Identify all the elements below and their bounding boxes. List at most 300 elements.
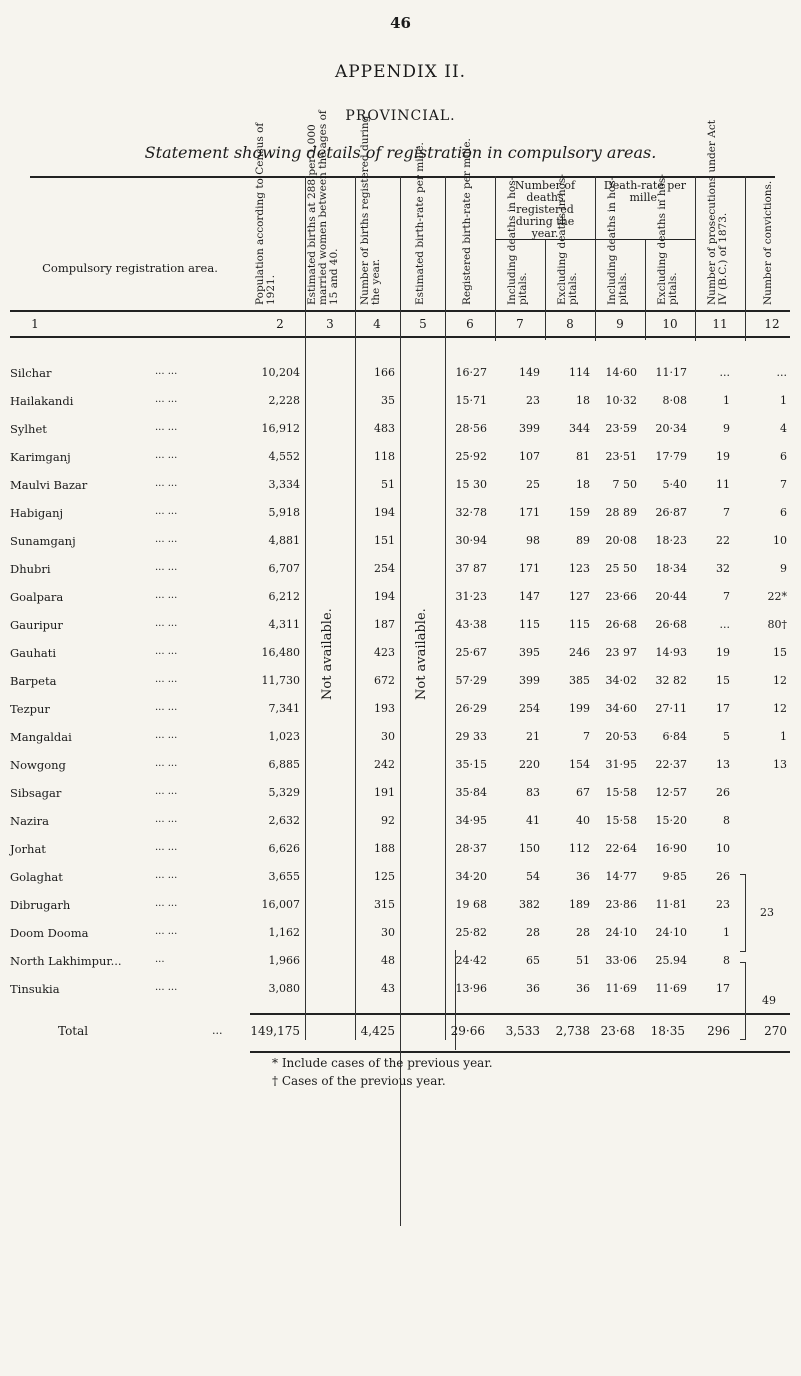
reg-rate-cell: 29 33 (455, 730, 487, 743)
dr-incl-cell: 20·53 (605, 730, 637, 743)
incl-deaths-cell: 23 (526, 394, 540, 407)
births-cell: 483 (374, 422, 395, 435)
incl-deaths-cell: 147 (519, 590, 540, 603)
excl-deaths-cell: 36 (576, 982, 590, 995)
dr-incl-cell: 7 50 (612, 478, 637, 491)
births-cell: 193 (374, 702, 395, 715)
births-cell: 191 (374, 786, 395, 799)
header-incl-rate-line2: pitals. (617, 272, 629, 305)
column-number: 11 (712, 317, 728, 331)
dr-incl-cell: 14·60 (605, 366, 637, 379)
dr-excl-cell: 5·40 (662, 478, 687, 491)
births-cell: 242 (374, 758, 395, 771)
dr-excl-cell: 27·11 (655, 702, 687, 715)
dr-excl-cell: 17·79 (655, 450, 687, 463)
dr-incl-cell: 25 50 (605, 562, 637, 575)
excl-deaths-cell: 40 (576, 814, 590, 827)
prosecutions-cell: 13 (716, 758, 730, 771)
header-area: Compulsory registration area. (42, 261, 218, 275)
reg-rate-cell: 19 68 (455, 898, 487, 911)
column-number: 12 (764, 317, 780, 331)
reg-rate-cell: 34·20 (455, 870, 487, 883)
population-cell: 3,334 (268, 478, 300, 491)
dr-incl-cell: 11·69 (605, 982, 637, 995)
prosecutions-cell: 9 (723, 422, 730, 435)
prosecutions-cell: 17 (716, 702, 730, 715)
header-population-line2: 1921. (265, 274, 277, 305)
header-excl-rate-line1: Excluding deaths in hos- (656, 174, 668, 305)
births-cell: 151 (374, 534, 395, 547)
col-divider (355, 176, 356, 341)
births-cell: 118 (374, 450, 395, 463)
header-incl-deaths-line2: pitals. (517, 272, 529, 305)
births-cell: 194 (374, 506, 395, 519)
header-estimated-births-line1: Estimated births at 288 per 1,000 (306, 124, 318, 305)
total-births: 4,425 (360, 1024, 395, 1038)
header-excl-deaths-line1: Excluding deaths in hos- (556, 174, 568, 305)
header-estimated-births (307, 110, 340, 305)
table-row (0, 478, 801, 500)
convictions-cell: 80† (767, 618, 787, 631)
excl-deaths-cell: 189 (569, 898, 590, 911)
total-label: Total (58, 1024, 89, 1038)
column-number: 10 (662, 317, 678, 331)
header-incl-deaths-line1: Including deaths in hos- (506, 176, 518, 305)
leader-dots: ... ... (155, 674, 178, 685)
dr-incl-cell: 23·86 (605, 898, 637, 911)
total-excl-deaths: 2,738 (555, 1024, 590, 1038)
excl-deaths-cell: 81 (576, 450, 590, 463)
leader-dots: ... ... (155, 758, 178, 769)
incl-deaths-cell: 254 (519, 702, 540, 715)
dr-excl-cell: 9·85 (662, 870, 687, 883)
births-cell: 166 (374, 366, 395, 379)
convictions-cell: 9 (780, 562, 787, 575)
col-divider (745, 176, 746, 341)
dr-incl-cell: 20·08 (605, 534, 637, 547)
table-row (0, 702, 801, 724)
table-row (0, 730, 801, 752)
table-row (0, 870, 801, 892)
header-excl-deaths (557, 174, 579, 305)
convictions-cell: 7 (780, 478, 787, 491)
area-name: Nazira (10, 814, 50, 828)
area-name: North Lakhimpur... (10, 954, 122, 968)
area-name: Sibsagar (10, 786, 62, 800)
excl-deaths-cell: 123 (569, 562, 590, 575)
dr-excl-cell: 25.94 (655, 954, 687, 967)
header-births-registered-line2: the year. (370, 258, 382, 305)
population-cell: 2,632 (268, 814, 300, 827)
dr-excl-cell: 16·90 (655, 842, 687, 855)
excl-deaths-cell: 246 (569, 646, 590, 659)
dr-incl-cell: 14·77 (605, 870, 637, 883)
excl-deaths-cell: 112 (569, 842, 590, 855)
excl-deaths-cell: 114 (569, 366, 590, 379)
population-cell: 16,480 (261, 646, 300, 659)
leader-dots: ... (155, 954, 165, 965)
reg-rate-cell: 43·38 (455, 618, 487, 631)
reg-rate-cell: 57·29 (455, 674, 487, 687)
col-divider (445, 176, 446, 341)
header-excl-rate-line2: pitals. (667, 272, 679, 305)
reg-rate-cell: 26·29 (455, 702, 487, 715)
area-name: Dhubri (10, 562, 51, 576)
header-deaths-group-line4: year. (531, 227, 559, 240)
prosecutions-cell: 7 (723, 506, 730, 519)
prosecutions-cell: 32 (716, 562, 730, 575)
table-row (0, 674, 801, 696)
population-cell: 4,311 (268, 618, 300, 631)
reg-rate-cell: 15·71 (455, 394, 487, 407)
births-cell: 315 (374, 898, 395, 911)
area-name: Maulvi Bazar (10, 478, 88, 492)
not-available-estimated-births: Not available. (320, 608, 335, 700)
dr-excl-cell: 11·69 (655, 982, 687, 995)
header-death-rate-group-line2: mille. (629, 191, 661, 204)
group-conviction-value: 23 (760, 906, 774, 919)
header-estimated-births-line3: 15 and 40. (328, 248, 340, 305)
incl-deaths-cell: 21 (526, 730, 540, 743)
dr-excl-cell: 8·08 (662, 394, 687, 407)
births-cell: 35 (381, 394, 395, 407)
leader-dots: ... ... (155, 982, 178, 993)
leader-dots: ... ... (155, 814, 178, 825)
area-name: Hailakandi (10, 394, 74, 408)
table-row (0, 954, 801, 976)
excl-deaths-cell: 89 (576, 534, 590, 547)
reg-rate-cell: 15 30 (455, 478, 487, 491)
convictions-brace-1 (740, 874, 746, 952)
header-deaths-group-line3: during the (515, 215, 575, 228)
incl-deaths-cell: 65 (526, 954, 540, 967)
population-cell: 6,626 (268, 842, 300, 855)
population-cell: 11,730 (261, 674, 300, 687)
incl-deaths-cell: 115 (519, 618, 540, 631)
area-name: Tezpur (10, 702, 50, 716)
group-conviction-value: 49 (762, 994, 776, 1007)
reg-rate-cell: 16·27 (455, 366, 487, 379)
header-deaths-group-line1: Number of (514, 179, 576, 192)
prosecutions-cell: 19 (716, 450, 730, 463)
dr-excl-cell: 15·20 (655, 814, 687, 827)
dr-excl-cell: 26·68 (655, 618, 687, 631)
incl-deaths-cell: 150 (519, 842, 540, 855)
dr-incl-cell: 23·66 (605, 590, 637, 603)
incl-deaths-cell: 36 (526, 982, 540, 995)
total-dots: ... (212, 1024, 223, 1037)
dr-incl-cell: 26·68 (605, 618, 637, 631)
header-excl-rate (657, 174, 679, 305)
column-number: 7 (516, 317, 524, 331)
convictions-cell: 6 (780, 506, 787, 519)
column-number: 6 (466, 317, 474, 331)
header-excl-deaths-line2: pitals. (567, 272, 579, 305)
table-row (0, 534, 801, 556)
convictions-cell: 10 (773, 534, 787, 547)
excl-deaths-cell: 159 (569, 506, 590, 519)
incl-deaths-cell: 41 (526, 814, 540, 827)
provincial-heading: PROVINCIAL. (345, 108, 456, 124)
population-cell: 1,162 (268, 926, 300, 939)
prosecutions-cell: ... (719, 366, 730, 379)
prosecutions-cell: 19 (716, 646, 730, 659)
births-cell: 30 (381, 926, 395, 939)
convictions-cell: 4 (780, 422, 787, 435)
header-prosecutions (707, 120, 729, 305)
dr-incl-cell: 23·51 (605, 450, 637, 463)
table-row (0, 926, 801, 948)
header-incl-deaths (507, 177, 529, 305)
dr-incl-cell: 34·60 (605, 702, 637, 715)
leader-dots: ... ... (155, 870, 178, 881)
births-cell: 187 (374, 618, 395, 631)
incl-deaths-cell: 399 (519, 674, 540, 687)
convictions-cell: 12 (773, 674, 787, 687)
leader-dots: ... ... (155, 786, 178, 797)
excl-deaths-cell: 28 (576, 926, 590, 939)
incl-deaths-cell: 171 (519, 562, 540, 575)
area-name: Mangaldai (10, 730, 72, 744)
leader-dots: ... ... (155, 562, 178, 573)
leader-dots: ... ... (155, 646, 178, 657)
reg-rate-cell: 25·82 (455, 926, 487, 939)
header-deaths-group-line2: deaths registered (516, 191, 574, 216)
prosecutions-cell: 17 (716, 982, 730, 995)
total-reg-rate: 29·66 (450, 1024, 485, 1038)
area-name: Golaghat (10, 870, 63, 884)
prosecutions-cell: 10 (716, 842, 730, 855)
population-cell: 6,885 (268, 758, 300, 771)
excl-deaths-cell: 115 (569, 618, 590, 631)
incl-deaths-cell: 25 (526, 478, 540, 491)
column-number: 4 (373, 317, 381, 331)
reg-rate-cell: 25·67 (455, 646, 487, 659)
dr-excl-cell: 18·34 (655, 562, 687, 575)
incl-deaths-cell: 399 (519, 422, 540, 435)
dr-excl-cell: 24·10 (655, 926, 687, 939)
dr-excl-cell: 26·87 (655, 506, 687, 519)
dr-excl-cell: 12·57 (655, 786, 687, 799)
table-row (0, 590, 801, 612)
population-cell: 5,329 (268, 786, 300, 799)
population-cell: 4,552 (268, 450, 300, 463)
reg-rate-cell: 28·56 (455, 422, 487, 435)
column-number: 3 (326, 317, 334, 331)
table-row (0, 394, 801, 416)
incl-deaths-cell: 54 (526, 870, 540, 883)
dr-excl-cell: 20·44 (655, 590, 687, 603)
population-cell: 1,966 (268, 954, 300, 967)
area-name: Gauhati (10, 646, 57, 660)
reg-rate-cell: 34·95 (455, 814, 487, 827)
table-row (0, 506, 801, 528)
table-row (0, 366, 801, 388)
not-available-est-birth-rate: Not available. (414, 608, 429, 700)
column-number: 5 (419, 317, 427, 331)
total-incl-deaths: 3,533 (505, 1024, 540, 1038)
dr-incl-cell: 34·02 (605, 674, 637, 687)
reg-rate-cell: 31·23 (455, 590, 487, 603)
incl-deaths-cell: 149 (519, 366, 540, 379)
reg-rate-cell: 25·92 (455, 450, 487, 463)
excl-deaths-cell: 51 (576, 954, 590, 967)
reg-rate-cell: 30·94 (455, 534, 487, 547)
dr-excl-cell: 14·93 (655, 646, 687, 659)
reg-rate-cell: 35·84 (455, 786, 487, 799)
dr-excl-cell: 6·84 (662, 730, 687, 743)
convictions-cell: 12 (773, 702, 787, 715)
table-row (0, 422, 801, 444)
births-cell: 92 (381, 814, 395, 827)
header-death-rate-group-line1: Death-rate per (603, 179, 687, 192)
header-incl-rate-line1: Including deaths in hos- (606, 176, 618, 305)
reg-rate-cell: 13·96 (455, 982, 487, 995)
excl-deaths-cell: 199 (569, 702, 590, 715)
table-row (0, 450, 801, 472)
reg-rate-cell: 28·37 (455, 842, 487, 855)
incl-deaths-cell: 171 (519, 506, 540, 519)
dr-incl-cell: 10·32 (605, 394, 637, 407)
header-estimated-births-line2: married women between the ages of (317, 110, 329, 305)
header-convictions: Number of convictions. (762, 180, 774, 305)
convictions-cell: ... (776, 366, 787, 379)
prosecutions-cell: 5 (723, 730, 730, 743)
births-cell: 125 (374, 870, 395, 883)
reg-rate-cell: 24·42 (455, 954, 487, 967)
births-cell: 254 (374, 562, 395, 575)
footnote: † Cases of the previous year. (272, 1074, 446, 1088)
dr-excl-cell: 22·37 (655, 758, 687, 771)
births-cell: 194 (374, 590, 395, 603)
dr-incl-cell: 22·64 (605, 842, 637, 855)
population-cell: 16,912 (261, 422, 300, 435)
header-population-line1: Population according to Census of (254, 122, 266, 305)
excl-deaths-cell: 36 (576, 870, 590, 883)
prosecutions-cell: 26 (716, 786, 730, 799)
total-row (0, 1024, 801, 1044)
column-number: 8 (566, 317, 574, 331)
header-births-registered (360, 116, 382, 305)
dr-incl-cell: 23·59 (605, 422, 637, 435)
population-cell: 16,007 (261, 898, 300, 911)
population-cell: 5,918 (268, 506, 300, 519)
leader-dots: ... ... (155, 422, 178, 433)
table-row (0, 842, 801, 864)
dr-incl-cell: 23 97 (605, 646, 637, 659)
prosecutions-cell: 7 (723, 590, 730, 603)
population-cell: 6,707 (268, 562, 300, 575)
area-name: Karimganj (10, 450, 71, 464)
births-cell: 188 (374, 842, 395, 855)
total-dr-excl: 18·35 (650, 1024, 685, 1038)
table-row (0, 618, 801, 640)
population-cell: 3,080 (268, 982, 300, 995)
prosecutions-cell: ... (719, 618, 730, 631)
population-cell: 10,204 (261, 366, 300, 379)
leader-dots: ... ... (155, 898, 178, 909)
excl-deaths-cell: 7 (583, 730, 590, 743)
col-divider (695, 176, 696, 341)
total-convictions: 270 (764, 1024, 787, 1038)
prosecutions-cell: 23 (716, 898, 730, 911)
population-cell: 2,228 (268, 394, 300, 407)
incl-deaths-cell: 98 (526, 534, 540, 547)
column-number: 2 (276, 317, 284, 331)
page-number: 46 (390, 14, 411, 32)
table-row (0, 814, 801, 836)
leader-dots: ... ... (155, 478, 178, 489)
col-divider (545, 240, 546, 340)
dr-excl-cell: 20·34 (655, 422, 687, 435)
convictions-cell: 22* (767, 590, 787, 603)
total-prosecutions: 296 (707, 1024, 730, 1038)
reg-rate-cell: 32·78 (455, 506, 487, 519)
area-name: Goalpara (10, 590, 64, 604)
dr-incl-cell: 28 89 (605, 506, 637, 519)
convictions-cell: 1 (780, 730, 787, 743)
table-row (0, 786, 801, 808)
table-row (0, 646, 801, 668)
table-row (0, 982, 801, 1004)
statement-heading: Statement showing details of registration in compulsory areas. (144, 143, 657, 162)
total-population: 149,175 (250, 1024, 300, 1038)
population-cell: 6,212 (268, 590, 300, 603)
leader-dots: ... ... (155, 534, 178, 545)
excl-deaths-cell: 18 (576, 394, 590, 407)
area-name: Nowgong (10, 758, 66, 772)
convictions-cell: 15 (773, 646, 787, 659)
total-top-rule (250, 1013, 790, 1015)
table-row (0, 758, 801, 780)
area-name: Doom Dooma (10, 926, 89, 940)
excl-deaths-cell: 385 (569, 674, 590, 687)
area-name: Sylhet (10, 422, 47, 436)
prosecutions-cell: 15 (716, 674, 730, 687)
births-cell: 48 (381, 954, 395, 967)
reg-rate-cell: 35·15 (455, 758, 487, 771)
prosecutions-cell: 11 (716, 478, 730, 491)
appendix-title: APPENDIX II. (334, 62, 467, 82)
header-prosecutions-line1: Number of prosecutions under Act (706, 120, 718, 305)
area-name: Sunamganj (10, 534, 76, 548)
births-cell: 43 (381, 982, 395, 995)
births-cell: 672 (374, 674, 395, 687)
dr-incl-cell: 33·06 (605, 954, 637, 967)
prosecutions-cell: 22 (716, 534, 730, 547)
incl-deaths-cell: 83 (526, 786, 540, 799)
excl-deaths-cell: 344 (569, 422, 590, 435)
incl-deaths-cell: 220 (519, 758, 540, 771)
dr-incl-cell: 24·10 (605, 926, 637, 939)
population-cell: 3,655 (268, 870, 300, 883)
dr-excl-cell: 11·17 (655, 366, 687, 379)
excl-deaths-cell: 127 (569, 590, 590, 603)
col-divider (645, 240, 646, 340)
convictions-cell: 13 (773, 758, 787, 771)
table-row (0, 562, 801, 584)
reg-rate-cell: 37 87 (455, 562, 487, 575)
total-dr-incl: 23·68 (600, 1024, 635, 1038)
leader-dots: ... ... (155, 842, 178, 853)
area-name: Tinsukia (10, 982, 60, 996)
leader-dots: ... ... (155, 394, 178, 405)
header-births-registered-line1: Number of births registered during (359, 115, 371, 305)
area-name: Gauripur (10, 618, 63, 632)
leader-dots: ... ... (155, 702, 178, 713)
leader-dots: ... ... (155, 506, 178, 517)
column-number: 1 (31, 317, 39, 331)
